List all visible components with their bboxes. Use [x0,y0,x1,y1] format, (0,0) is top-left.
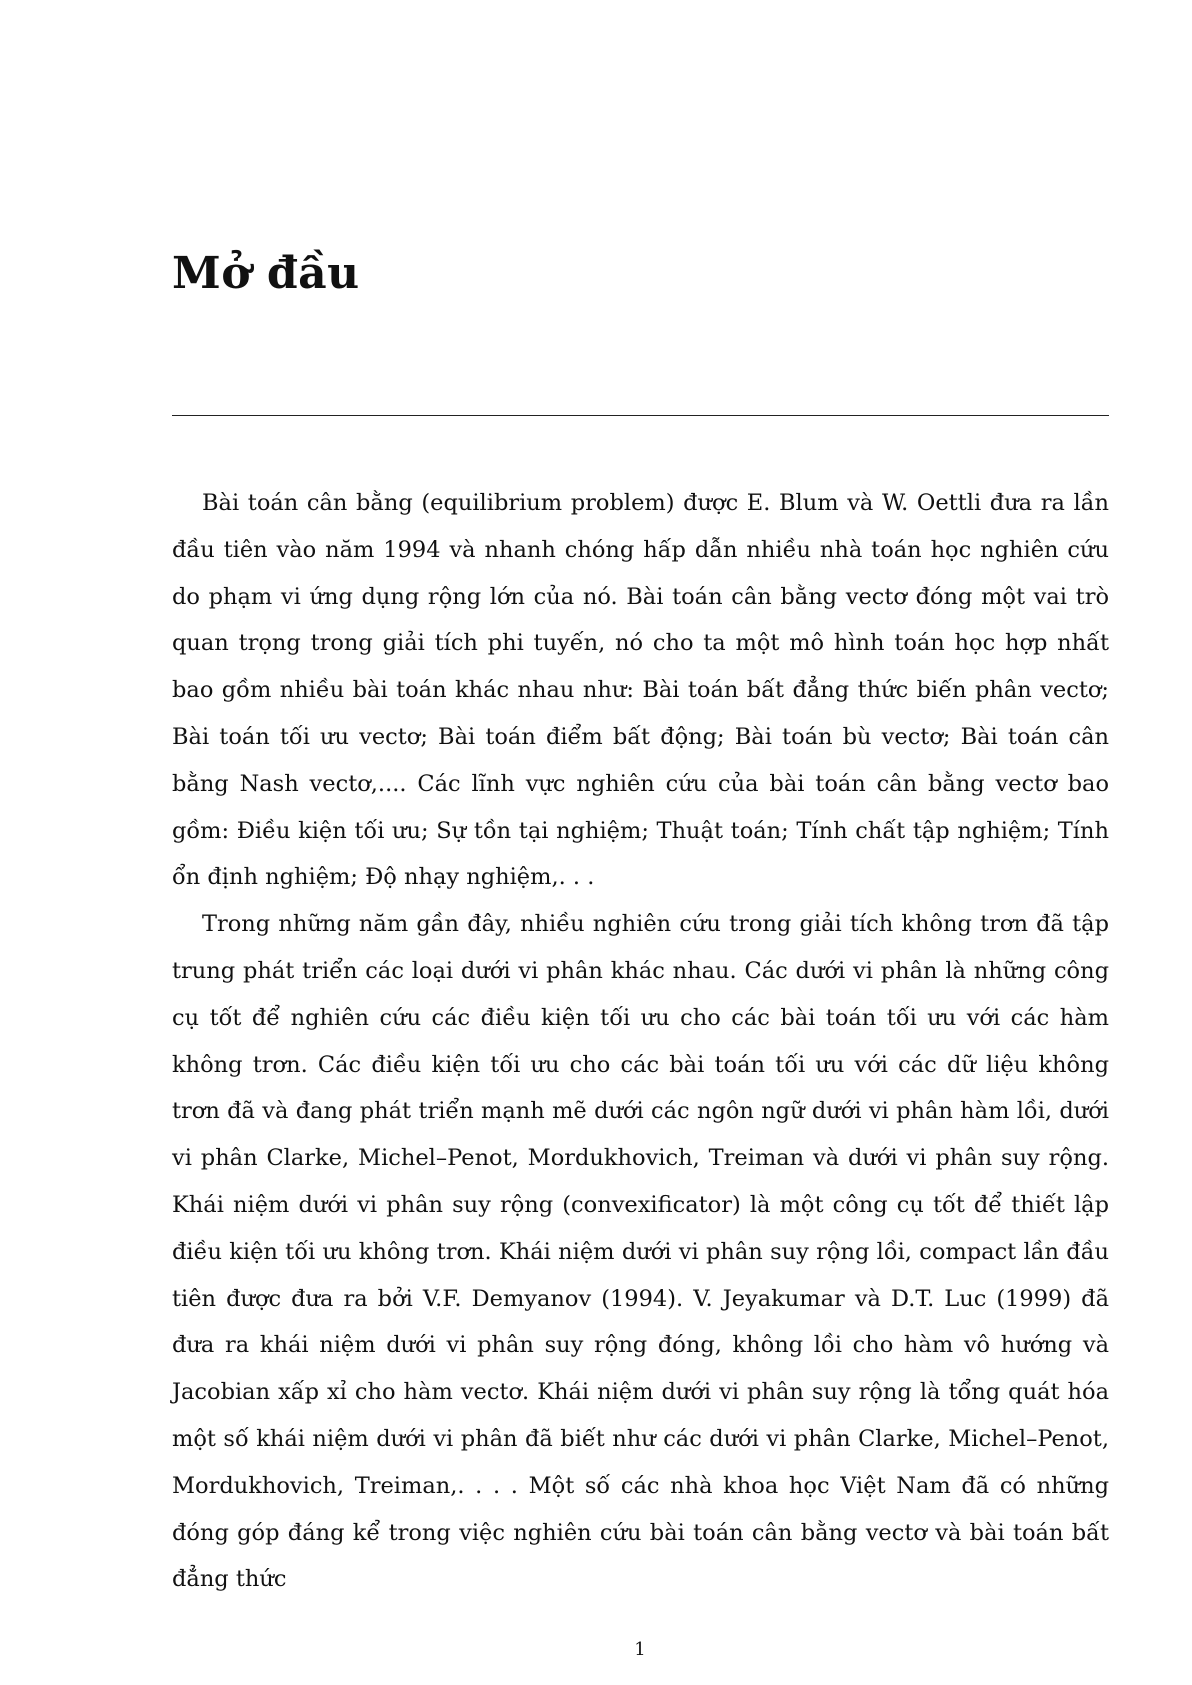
title-rule [172,415,1109,416]
body-text [172,480,1109,1603]
paragraph-1: Bài toán cân bằng (equilibrium problem) được E. Blum và W. Oettli đưa ra lần đầu tiên vào năm 1994 và nhanh chóng hấp dẫn nhiều nhà toán học nghiên cứu do phạm vi ứng dụng rộng lớn của nó. Bài toán cân bằng vectơ đóng một vai trò quan trọng trong giải tích phi tuyến, nó cho ta một mô hình toán học hợp nhất bao gồm nhiều bài toán khác nhau như: Bài toán bất đẳng thức biến phân vectơ; Bài toán tối ưu vectơ; Bài toán điểm bất động; Bài toán bù vectơ; Bài toán cân bằng Nash vectơ,.... Các lĩnh vực nghiên cứu của bài toán cân bằng vectơ bao gồm: Điều kiện tối ưu; Sự tồn tại nghiệm; Thuật toán; Tính chất tập nghiệm; Tính ổn định nghiệm; Độ nhạy nghiệm,. . . [172,490,1109,891]
page-number: 1 [634,1639,646,1660]
chapter-title: Mở đầu [172,248,360,299]
paragraph-2: Trong những năm gần đây, nhiều nghiên cứu trong giải tích không trơn đã tập trung phát triển các loại dưới vi phân khác nhau. Các dưới vi phân là những công cụ tốt để nghiên cứu các điều kiện tối ưu cho các bài toán tối ưu với các hàm không trơn. Các điều kiện tối ưu cho các bài toán tối ưu với các dữ liệu không trơn đã và đang phát triển mạnh mẽ dưới các ngôn ngữ dưới vi phân hàm lồi, dưới vi phân Clarke, Michel–Penot, Mordukhovich, Treiman và dưới vi phân suy rộng. Khái niệm dưới vi phân suy rộng (convexificator) là một công cụ tốt để thiết lập điều kiện tối ưu không trơn. Khái niệm dưới vi phân suy rộng lồi, compact lần đầu tiên được đưa ra bởi V.F. Demyanov (1994). V. Jeyakumar và D.T. Luc (1999) đã đưa ra khái niệm dưới vi phân suy rộng đóng, không lồi cho hàm vô hướng và Jacobian xấp xỉ cho hàm vectơ. Khái niệm dưới vi phân suy rộng là tổng quát hóa một số khái niệm dưới vi phân đã biết như các dưới vi phân Clarke, Michel–Penot, Mordukhovich, Treiman,. . . . Một số các nhà khoa học Việt Nam đã có những đóng góp đáng kể trong việc nghiên cứu bài toán cân bằng vectơ và bài toán bất đẳng thức [172,911,1109,1593]
